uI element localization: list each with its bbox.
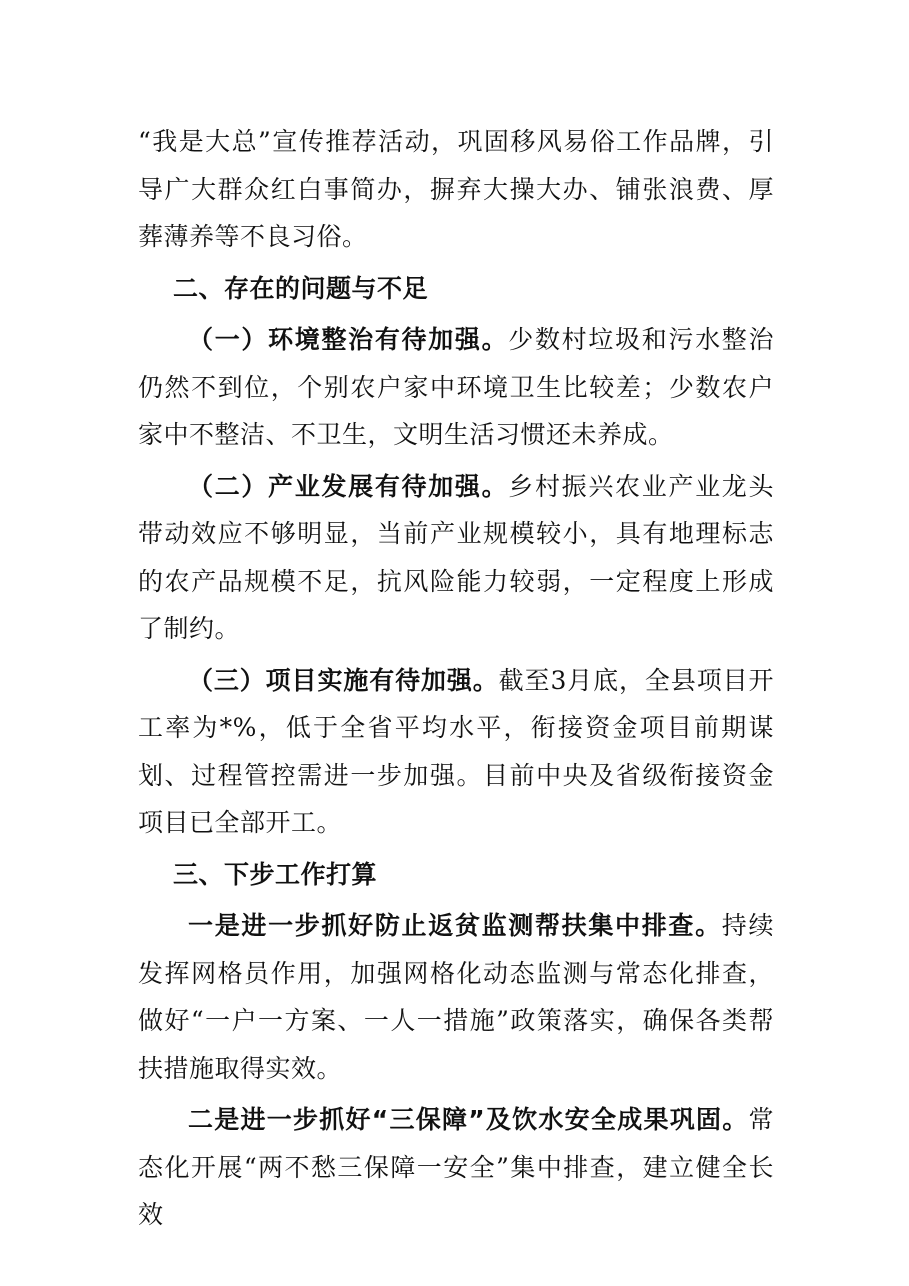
paragraph-environment bbox=[138, 316, 774, 459]
paragraph-lead: 一是进一步抓好防止返贫监测帮扶集中排查。 bbox=[188, 911, 722, 940]
paragraph-text: 常态化开展“两不愁三保障一安全”集中排查，建立健全长效 bbox=[138, 1105, 774, 1229]
paragraph-industry bbox=[138, 463, 774, 653]
paragraph-text: 截至3月底，全县项目开工率为*%，低于全省平均水平，衔接资金项目前期谋划、过程管控需进一步加强。目前中央及省级衔接资金项目已全部开工。 bbox=[138, 665, 774, 837]
paragraph-projects bbox=[138, 657, 774, 847]
paragraph-lead: （一）环境整治有待加强。 bbox=[188, 325, 509, 354]
section-heading-problems: 二、存在的问题与不足 bbox=[173, 273, 429, 303]
paragraph-lead: 二是进一步抓好“三保障”及饮水安全成果巩固。 bbox=[188, 1105, 749, 1134]
paragraph-lead: （二）产业发展有待加强。 bbox=[188, 471, 509, 501]
paragraph-text: 持续发挥网格员作用，加强网格化动态监测与常态化排查，做好“一户一方案、一人一措施”政策落实，确保各类帮扶措施取得实效。 bbox=[138, 911, 774, 1083]
paragraph-continuation bbox=[138, 118, 774, 261]
paragraph-text: 少数村垃圾和污水整治仍然不到位，个别农户家中环境卫生比较差；少数农户家中不整洁、不卫生，文明生活习惯还未养成。 bbox=[138, 325, 774, 449]
document-body bbox=[138, 118, 774, 1239]
paragraph-three-guarantees bbox=[138, 1096, 774, 1239]
paragraph-monitoring bbox=[138, 902, 774, 1092]
paragraph-lead: （三）项目实施有待加强。 bbox=[188, 665, 499, 695]
paragraph-text: “我是大总”宣传推荐活动，巩固移风易俗工作品牌，引导广大群众红白事简办，摒弃大操大办、铺张浪费、厚葬薄养等不良习俗。 bbox=[138, 127, 774, 251]
paragraph-text: 乡村振兴农业产业龙头带动效应不够明显，当前产业规模较小，具有地理标志的农产品规模不足，抗风险能力较弱，一定程度上形成了制约。 bbox=[138, 471, 774, 643]
section-heading-next-steps: 三、下步工作打算 bbox=[173, 859, 378, 889]
